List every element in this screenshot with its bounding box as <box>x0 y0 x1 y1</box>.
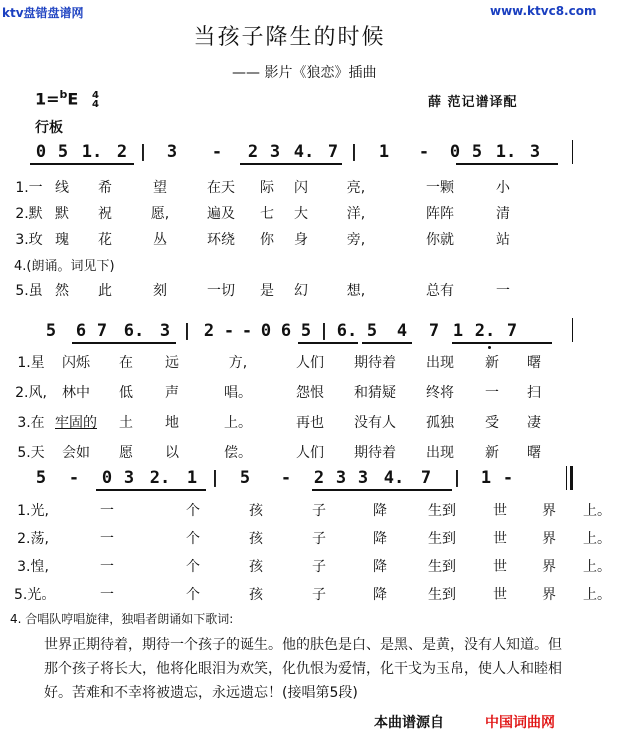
lyric: 阵阵 <box>426 206 454 222</box>
flat-sign: b <box>59 88 68 101</box>
lyric: 界 <box>542 531 556 547</box>
barline-end <box>572 140 573 164</box>
note: - <box>280 468 292 488</box>
beam <box>362 342 412 344</box>
lyric: 世 <box>493 531 507 547</box>
note: 5 <box>45 321 57 341</box>
lyric: 凄 <box>527 415 541 431</box>
lyric: 上。 <box>583 531 611 547</box>
lyric: 偿。 <box>224 445 252 461</box>
lyric: 新 <box>485 355 499 371</box>
lyric: 丛 <box>153 232 167 248</box>
note: 1. <box>495 142 517 162</box>
note: 2. <box>149 468 171 488</box>
note: - <box>211 142 223 162</box>
lyric: 降 <box>373 503 387 519</box>
lyric: 1.一 <box>15 180 43 196</box>
lyric: 出现 <box>426 445 454 461</box>
lyric: 旁, <box>346 232 366 248</box>
note: 7 <box>428 321 440 341</box>
lyric: 孩 <box>249 559 263 575</box>
note: 5 <box>57 142 69 162</box>
lyric: 降 <box>373 559 387 575</box>
note: 5 <box>35 468 47 488</box>
lyric: 在 <box>119 355 133 371</box>
narration-text: 世界正期待着，期待一个孩子的诞生。他的肤色是白、是黑、是黄，没有人知道。但那个孩子将长大，他将化眼泪为欢笑，化仇恨为爱情，化干戈为玉帛，使人人和睦相好。苦难和不幸将被遗忘，永远遗忘！(接唱第5段) <box>44 637 562 701</box>
lyric: 子 <box>312 559 326 575</box>
lyric: 子 <box>312 503 326 519</box>
lyric: 期待着 <box>354 445 396 461</box>
tempo-marking: 行板 <box>35 120 63 136</box>
lyric: 个 <box>186 587 200 603</box>
watermark-right: www.ktvc8.com <box>490 4 597 18</box>
lyric: 一 <box>496 283 510 299</box>
lyric: 七 <box>260 206 274 222</box>
note: 1. <box>81 142 103 162</box>
note: 3 <box>166 142 178 162</box>
note: 1 <box>452 321 464 341</box>
note: 4 <box>396 321 408 341</box>
lyric: 1.星 <box>17 355 45 371</box>
note: 1 <box>480 468 492 488</box>
beam <box>240 163 342 165</box>
lyric: 愿, <box>150 206 170 222</box>
lyric: 子 <box>312 587 326 603</box>
lyric: 总有 <box>426 283 454 299</box>
lyric: 5.光。 <box>14 587 56 603</box>
lyric: 一 <box>100 531 114 547</box>
note: 1 <box>378 142 390 162</box>
source-label: 本曲谱源自 <box>374 715 444 731</box>
lyric: 孤独 <box>426 415 454 431</box>
note: - <box>223 321 235 341</box>
lyric: 是 <box>260 283 274 299</box>
note: 7 <box>506 321 518 341</box>
key-signature <box>35 88 99 109</box>
lyric: 大 <box>294 206 308 222</box>
lyric: 新 <box>485 445 499 461</box>
note: 0 <box>101 468 113 488</box>
lyric: 小 <box>496 180 510 196</box>
lyric: 曙 <box>527 445 541 461</box>
lyric: 上。 <box>583 559 611 575</box>
note: 3 <box>269 142 281 162</box>
lyric: 际 <box>260 180 274 196</box>
lyric: 线 <box>55 180 69 196</box>
lyric: 生到 <box>428 531 456 547</box>
note: 6. <box>123 321 145 341</box>
lyric: 环绕 <box>207 232 235 248</box>
lyric: 清 <box>496 206 510 222</box>
note: 2. <box>474 321 496 341</box>
note: 2 <box>313 468 325 488</box>
lyric: 世 <box>493 587 507 603</box>
note: 2 <box>247 142 259 162</box>
lyric: 低 <box>119 385 133 401</box>
lyric: 没有人 <box>354 415 396 431</box>
lyric: 瑰 <box>55 232 69 248</box>
lyric: 3.惶, <box>17 559 49 575</box>
lyric: 刻 <box>153 283 167 299</box>
lyric: 生到 <box>428 587 456 603</box>
note: 6 <box>75 321 87 341</box>
lyric: 一颗 <box>426 180 454 196</box>
lyric: 降 <box>373 587 387 603</box>
lyric: 地 <box>165 415 179 431</box>
note: 5 <box>471 142 483 162</box>
lyric: 一切 <box>207 283 235 299</box>
lyric: 2.风, <box>15 385 47 401</box>
note: 5 <box>300 321 312 341</box>
lyric: 默 <box>55 206 69 222</box>
lyric: 生到 <box>428 559 456 575</box>
lyric: 你 <box>260 232 274 248</box>
note: - <box>502 468 514 488</box>
lyrics-line-3 <box>14 500 622 604</box>
lyric: 幻 <box>294 283 308 299</box>
note: 6 <box>280 321 292 341</box>
lyric: 唱。 <box>224 385 252 401</box>
lyric: 期待着 <box>354 355 396 371</box>
notation-line-1 <box>30 142 546 162</box>
beam <box>298 342 358 344</box>
lyric: 孩 <box>249 587 263 603</box>
note: - <box>241 321 253 341</box>
lyric: 3.玫 <box>15 232 43 248</box>
lyrics-line-1 <box>14 177 518 300</box>
lyric: 声 <box>165 385 179 401</box>
beam <box>96 489 206 491</box>
barline: | <box>318 321 330 341</box>
lyric: 受 <box>485 415 499 431</box>
note: 6. <box>336 321 358 341</box>
lyric: 界 <box>542 503 556 519</box>
credits: 薛 范记谱译配 <box>428 95 518 110</box>
note: 3 <box>123 468 135 488</box>
barline: | <box>348 142 360 162</box>
note: 2 <box>116 142 128 162</box>
lyric: 2.荡, <box>17 531 49 547</box>
beam <box>452 342 552 344</box>
lyric-recitation-note: 4.(朗诵。词见下) <box>14 259 115 274</box>
lyric: 个 <box>186 503 200 519</box>
lyric: 牢固的 <box>55 415 97 431</box>
lyric: 个 <box>186 531 200 547</box>
lyric: 林中 <box>62 385 90 401</box>
lyric: 5.虽 <box>15 283 43 299</box>
lyric: 洋, <box>346 206 366 222</box>
note: 3 <box>335 468 347 488</box>
notation-line-3 <box>30 468 520 488</box>
note: 1 <box>186 468 198 488</box>
lyric: 远 <box>165 355 179 371</box>
lyric: 花 <box>98 232 112 248</box>
lyric: 身 <box>294 232 308 248</box>
notation-line-2 <box>30 321 524 341</box>
lyric: 愿 <box>119 445 133 461</box>
lyric: 1.光, <box>17 503 49 519</box>
lyric: 界 <box>542 559 556 575</box>
lyric: 以 <box>165 445 179 461</box>
note: 0 <box>35 142 47 162</box>
final-barline-thick <box>570 466 573 490</box>
beam <box>72 342 114 344</box>
lyric: 想, <box>346 283 366 299</box>
lyric: 此 <box>98 283 112 299</box>
lyric: 遍及 <box>207 206 235 222</box>
lyric: 会如 <box>62 445 90 461</box>
narration-heading: 4. 合唱队哼唱旋律，独唱者朗诵如下歌词: <box>10 612 234 626</box>
key-note: E <box>67 89 79 109</box>
barline-end <box>572 318 573 342</box>
beam <box>114 342 176 344</box>
lyric: 站 <box>496 232 510 248</box>
beam <box>312 489 452 491</box>
lyric: 上。 <box>224 415 252 431</box>
time-signature <box>92 91 99 109</box>
lyric: 曙 <box>527 355 541 371</box>
lyric: 上。 <box>583 587 611 603</box>
final-barline-thin <box>566 466 567 490</box>
low-dot <box>488 346 491 349</box>
lyric: 孩 <box>249 531 263 547</box>
time-sig-top: 4 <box>91 89 99 101</box>
barline: | <box>451 468 463 488</box>
lyric: 世 <box>493 503 507 519</box>
note: 7 <box>420 468 432 488</box>
note: 5 <box>366 321 378 341</box>
lyric: 方, <box>228 355 248 371</box>
key-label: 1= <box>35 89 60 109</box>
lyric: 子 <box>312 531 326 547</box>
lyric: 一 <box>100 503 114 519</box>
lyric: 闪烁 <box>62 355 90 371</box>
note: 0 <box>260 321 272 341</box>
lyric: 孩 <box>249 503 263 519</box>
note: 2 <box>203 321 215 341</box>
lyric: 生到 <box>428 503 456 519</box>
barline: | <box>209 468 221 488</box>
lyric: 终将 <box>426 385 454 401</box>
lyric: 2.默 <box>15 206 43 222</box>
lyric: 望 <box>153 180 167 196</box>
lyric: 闪 <box>294 180 308 196</box>
lyric: 祝 <box>98 206 112 222</box>
note: 5 <box>239 468 251 488</box>
note: - <box>68 468 80 488</box>
note: 7 <box>96 321 108 341</box>
beam <box>30 163 134 165</box>
lyric: 土 <box>119 415 133 431</box>
barline: | <box>137 142 149 162</box>
lyric: 一 <box>485 385 499 401</box>
song-title: 当孩子降生的时候 <box>193 25 386 50</box>
lyric: 希 <box>98 180 112 196</box>
lyric: 人们 <box>296 445 324 461</box>
lyric: 5.天 <box>17 445 45 461</box>
lyric: 一 <box>100 587 114 603</box>
note: 7 <box>327 142 339 162</box>
note: 4. <box>293 142 315 162</box>
note: 3 <box>159 321 171 341</box>
lyric: 再也 <box>296 415 324 431</box>
lyric: 界 <box>542 587 556 603</box>
note: - <box>418 142 430 162</box>
lyric: 出现 <box>426 355 454 371</box>
lyric: 扫 <box>527 385 541 401</box>
lyric: 降 <box>373 531 387 547</box>
note: 3 <box>357 468 369 488</box>
note: 3 <box>529 142 541 162</box>
time-sig-bottom: 4 <box>91 98 99 110</box>
note: 4. <box>383 468 405 488</box>
watermark-left: ktv盘错盘谱网 <box>2 6 84 20</box>
source-site: 中国词曲网 <box>485 715 555 731</box>
barline: | <box>181 321 193 341</box>
song-subtitle: —— 影片《狼恋》插曲 <box>232 65 377 81</box>
note: 0 <box>449 142 461 162</box>
lyric: 然 <box>55 283 69 299</box>
lyric: 上。 <box>583 503 611 519</box>
lyric: 怨恨 <box>296 385 324 401</box>
lyrics-line-2 <box>14 352 554 462</box>
beam <box>456 163 558 165</box>
lyric: 和猜疑 <box>354 385 396 401</box>
lyric: 人们 <box>296 355 324 371</box>
lyric: 亮, <box>346 180 366 196</box>
lyric: 3.在 <box>17 415 45 431</box>
lyric: 世 <box>493 559 507 575</box>
lyric: 个 <box>186 559 200 575</box>
lyric: 一 <box>100 559 114 575</box>
lyric: 你就 <box>426 232 454 248</box>
lyric: 在天 <box>207 180 235 196</box>
